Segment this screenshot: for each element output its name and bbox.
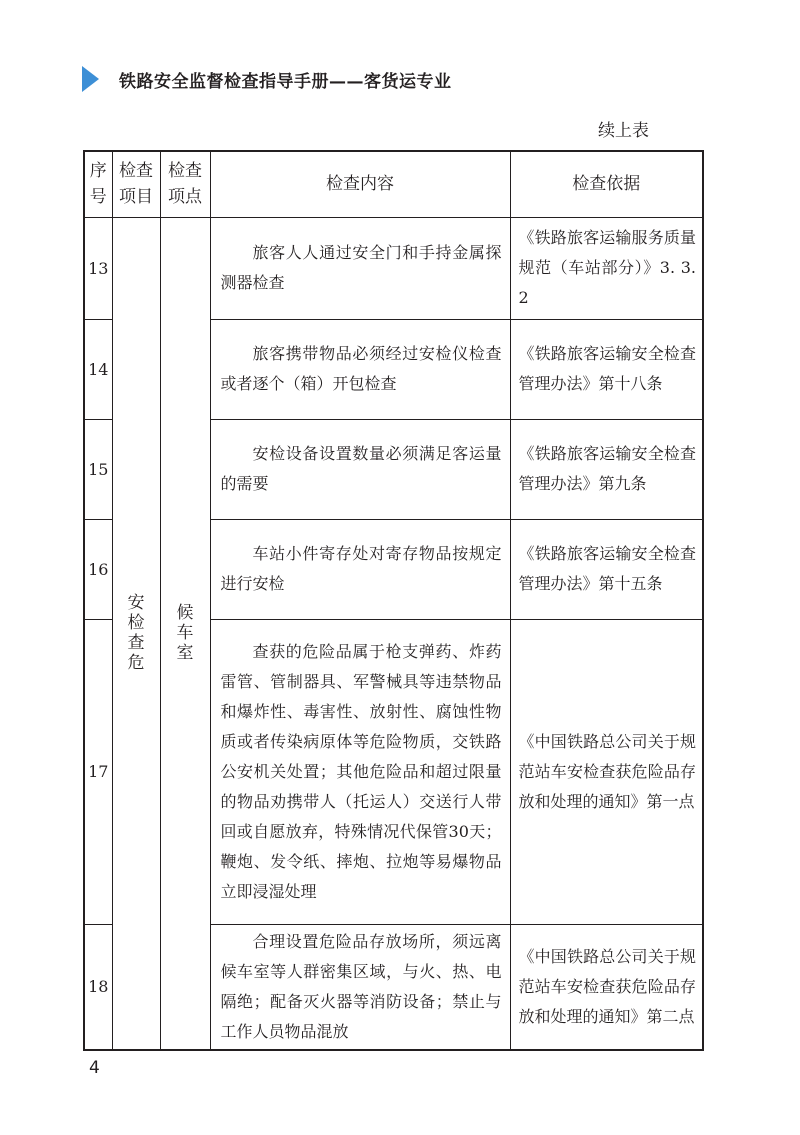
running-header-title: 铁路安全监督检查指导手册——客货运专业 [119, 71, 452, 92]
basis-cell: 《铁路旅客运输安全检查管理办法》第十八条 [510, 319, 703, 419]
content-cell: 车站小件寄存处对寄存物品按规定进行安检 [210, 519, 510, 619]
point-cell [160, 217, 210, 1050]
page-number: 4 [89, 1058, 100, 1078]
table-row [84, 217, 703, 319]
content-cell: 安检设备设置数量必须满足客运量的需要 [210, 419, 510, 519]
running-header [82, 66, 452, 92]
basis-cell: 《铁路旅客运输服务质量规范（车站部分）》3. 3. 2 [510, 217, 703, 319]
inspection-table [83, 150, 704, 1051]
point-label: 候车室 [176, 603, 194, 664]
row-number: 14 [84, 319, 112, 419]
table-header-row [84, 151, 703, 217]
header-basis: 检查依据 [510, 151, 703, 217]
basis-cell: 《铁路旅客运输安全检查管理办法》第九条 [510, 419, 703, 519]
item-cell [112, 217, 160, 1050]
header-no: 序号 [84, 151, 112, 217]
row-number: 18 [84, 924, 112, 1050]
content-cell: 旅客人人通过安全门和手持金属探测器检查 [210, 217, 510, 319]
continued-label: 续上表 [598, 121, 649, 141]
content-cell: 合理设置危险品存放场所，须远离候车室等人群密集区域，与火、热、电隔绝；配备灭火器等消防设备；禁止与工作人员物品混放 [210, 924, 510, 1050]
row-number: 13 [84, 217, 112, 319]
basis-cell: 《铁路旅客运输安全检查管理办法》第十五条 [510, 519, 703, 619]
header-item: 检查项目 [112, 151, 160, 217]
item-label: 安检查危 [127, 593, 145, 674]
header-point: 检查项点 [160, 151, 210, 217]
basis-cell: 《中国铁路总公司关于规范站车安检查获危险品存放和处理的通知》第一点 [510, 619, 703, 924]
row-number: 15 [84, 419, 112, 519]
row-number: 17 [84, 619, 112, 924]
row-number: 16 [84, 519, 112, 619]
triangle-marker-icon [82, 66, 99, 92]
content-cell: 旅客携带物品必须经过安检仪检查或者逐个（箱）开包检查 [210, 319, 510, 419]
header-content: 检查内容 [210, 151, 510, 217]
basis-cell: 《中国铁路总公司关于规范站车安检查获危险品存放和处理的通知》第二点 [510, 924, 703, 1050]
content-cell: 查获的危险品属于枪支弹药、炸药雷管、管制器具、军警械具等违禁物品和爆炸性、毒害性、放射性、腐蚀性物质或者传染病原体等危险物质，交铁路公安机关处置；其他危险品和超过限量的物品劝携带人（托运人）交送行人带回或自愿放弃，特殊情况代保管30天；鞭炮、发令纸、摔炮、拉炮等易爆物品立即浸湿处理 [210, 619, 510, 924]
